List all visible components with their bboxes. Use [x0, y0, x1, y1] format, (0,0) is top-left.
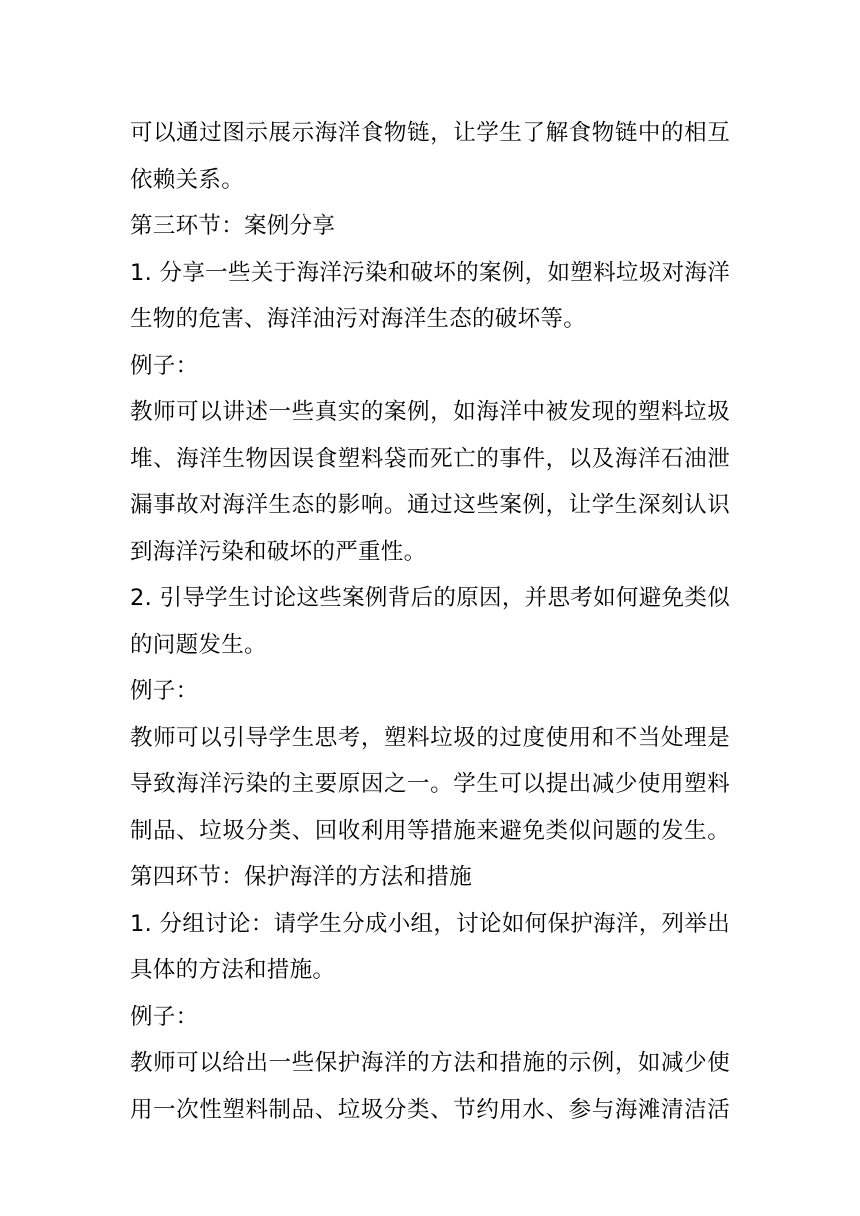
- text-line: 堆、海洋生物因误食塑料袋而死亡的事件，以及海洋石油泄: [130, 445, 730, 472]
- text-line: 漏事故对海洋生态的影响。通过这些案例，让学生深刻认识: [130, 492, 730, 518]
- text-line: 导致海洋污染的主要原因之一。学生可以提出减少使用塑料: [130, 771, 730, 797]
- text-line: 第四环节：保护海洋的方法和措施: [130, 864, 473, 890]
- text-line: 例子：: [130, 678, 199, 704]
- text-line: 用一次性塑料制品、垃圾分类、节约用水、参与海滩清洁活: [130, 1096, 730, 1123]
- text-line: 可以通过图示展示海洋食物链，让学生了解食物链中的相互: [130, 120, 730, 146]
- text-line: 到海洋污染和破坏的严重性。: [130, 538, 427, 565]
- text-line: 的问题发生。: [130, 631, 267, 658]
- text-line: 教师可以引导学生思考，塑料垃圾的过度使用和不当处理是: [130, 724, 730, 751]
- text-line: 教师可以给出一些保护海洋的方法和措施的示例，如减少使: [130, 1050, 730, 1076]
- text-line: 例子：: [130, 352, 199, 379]
- text-line: 生物的危害、海洋油污对海洋生态的破坏等。: [130, 306, 587, 332]
- text-line: 1. 分组讨论：请学生分成小组，讨论如何保护海洋，列举出: [130, 910, 730, 937]
- text-line: 教师可以讲述一些真实的案例，如海洋中被发现的塑料垃圾: [130, 399, 730, 425]
- text-line: 1. 分享一些关于海洋污染和破坏的案例，如塑料垃圾对海洋: [130, 259, 730, 286]
- text-line: 依赖关系。: [130, 166, 245, 193]
- document-body: [130, 110, 730, 1133]
- text-line: 例子：: [130, 1003, 199, 1030]
- text-line: 具体的方法和措施。: [130, 957, 336, 983]
- text-line: 第三环节：案例分享: [130, 213, 336, 239]
- text-line: 制品、垃圾分类、回收利用等措施来避免类似问题的发生。: [130, 817, 730, 844]
- text-line: 2. 引导学生讨论这些案例背后的原因，并思考如何避免类似: [130, 585, 730, 611]
